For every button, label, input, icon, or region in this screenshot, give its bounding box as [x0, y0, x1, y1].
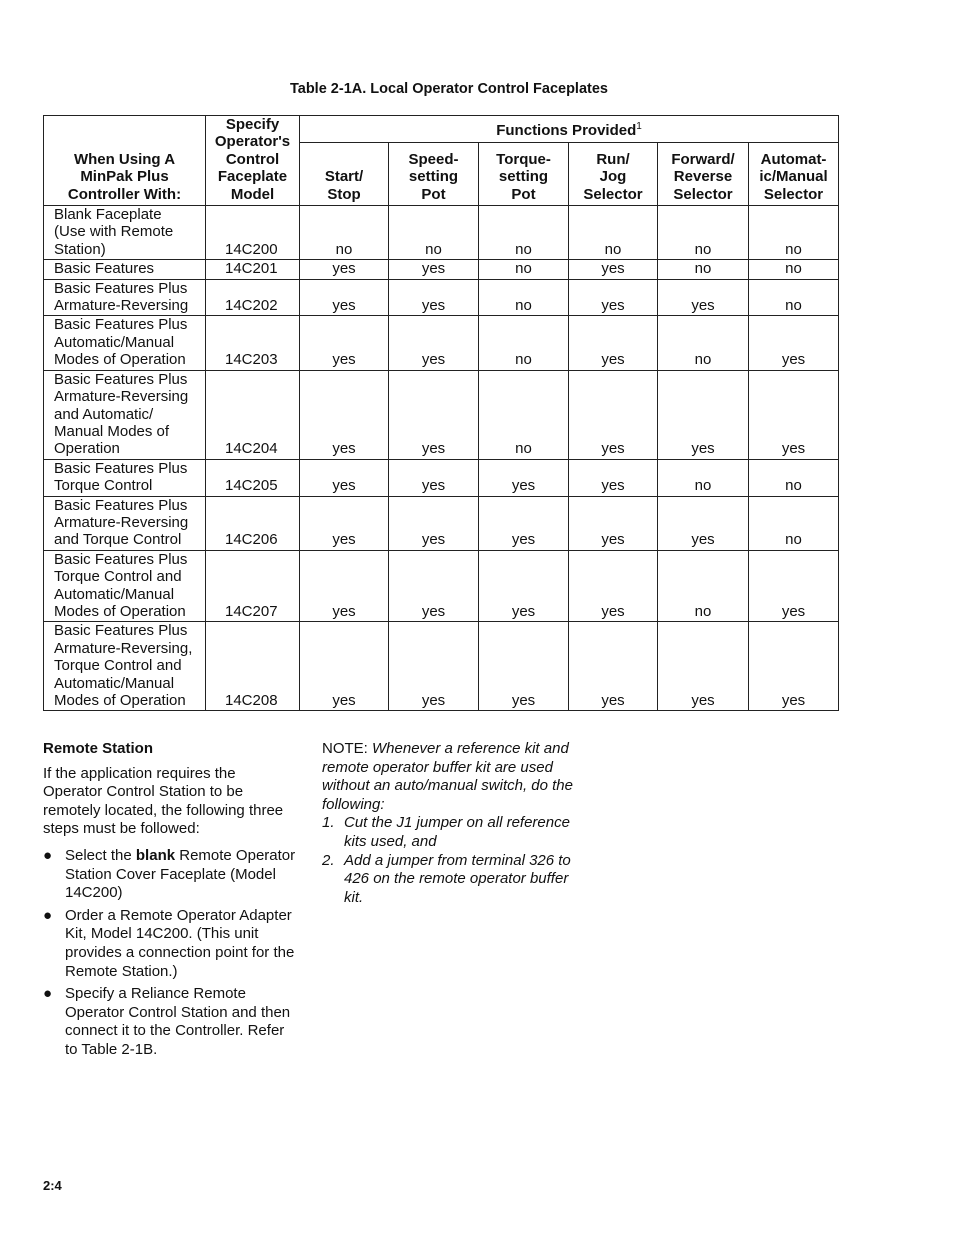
function-value: no [479, 279, 569, 316]
function-value: yes [300, 459, 389, 496]
faceplates-table [43, 115, 839, 711]
function-value: yes [658, 370, 749, 459]
table-row [44, 260, 839, 279]
function-value: yes [389, 459, 479, 496]
faceplate-model: 14C201 [206, 260, 300, 279]
function-value: yes [569, 550, 658, 622]
function-value: no [300, 206, 389, 260]
function-value: no [658, 550, 749, 622]
function-value: no [749, 279, 839, 316]
function-value: yes [569, 279, 658, 316]
function-value: yes [569, 260, 658, 279]
table-row [44, 622, 839, 711]
list-item: ● Select the blank Remote Operator Station Cover Faceplate (Model 14C200) [43, 846, 296, 902]
header-model: Specify Operator's Control Faceplate Model [206, 116, 300, 206]
function-value: yes [749, 370, 839, 459]
function-value: yes [389, 622, 479, 711]
bullet-icon: ● [43, 906, 53, 924]
table-row [44, 370, 839, 459]
faceplate-model: 14C200 [206, 206, 300, 260]
list-item: 1. Cut the J1 jumper on all reference kits used, and [322, 814, 570, 850]
function-value: yes [749, 622, 839, 711]
bullet-icon: ● [43, 846, 53, 864]
function-value: yes [300, 550, 389, 622]
function-value: yes [300, 496, 389, 550]
table-caption: Table 2-1A. Local Operator Control Faceplates [289, 81, 608, 97]
note-section [322, 740, 584, 907]
function-value: yes [389, 260, 479, 279]
remote-station-section [43, 740, 298, 1064]
function-value: no [389, 206, 479, 260]
function-value: yes [569, 622, 658, 711]
function-value: no [569, 206, 658, 260]
function-value: no [479, 316, 569, 370]
function-value: no [658, 206, 749, 260]
function-value: yes [300, 622, 389, 711]
footnote-marker: 1 [636, 121, 642, 133]
function-value: no [749, 496, 839, 550]
list-item: 2. Add a jumper from terminal 326 to 426 on the remote operator buffer kit. [322, 851, 571, 906]
function-header: Torque- setting Pot [479, 143, 569, 206]
function-value: yes [300, 279, 389, 316]
function-value: yes [569, 459, 658, 496]
function-value: yes [479, 550, 569, 622]
function-value: yes [389, 279, 479, 316]
controller-description: Basic Features Plus Armature-Reversing, Torque Control and Automatic/Manual Modes of Operation [44, 622, 206, 711]
header-controller: When Using A MinPak Plus Controller With: [44, 116, 206, 206]
function-value: no [658, 260, 749, 279]
faceplate-model: 14C207 [206, 550, 300, 622]
function-value: yes [658, 279, 749, 316]
controller-description: Blank Faceplate (Use with Remote Station) [44, 206, 206, 260]
function-value: yes [389, 370, 479, 459]
function-header: Speed- setting Pot [389, 143, 479, 206]
function-value: yes [300, 316, 389, 370]
controller-description: Basic Features Plus Armature-Reversing and Torque Control [44, 496, 206, 550]
function-value: yes [479, 496, 569, 550]
function-value: yes [658, 496, 749, 550]
faceplate-model: 14C204 [206, 370, 300, 459]
function-header: Forward/ Reverse Selector [658, 143, 749, 206]
function-value: yes [300, 370, 389, 459]
remote-station-intro: If the application requires the Operator Control Station to be remotely located, the following three steps must be followed: [43, 764, 284, 838]
header-functions-provided: Functions Provided$^1$ [300, 116, 839, 143]
faceplate-model: 14C205 [206, 459, 300, 496]
function-header: Start/ Stop [300, 143, 389, 206]
controller-description: Basic Features Plus Automatic/Manual Modes of Operation [44, 316, 206, 370]
function-value: no [749, 260, 839, 279]
function-value: yes [749, 550, 839, 622]
function-value: yes [479, 622, 569, 711]
function-value: no [749, 459, 839, 496]
bullet-icon: ● [43, 985, 53, 1003]
controller-description: Basic Features Plus Armature-Reversing and Automatic/ Manual Modes of Operation [44, 370, 206, 459]
faceplate-model: 14C206 [206, 496, 300, 550]
list-item: ● Specify a Reliance Remote Operator Control Station and then connect it to the Controller. Refer to Table 2-1B. [43, 985, 291, 1058]
controller-description: Basic Features Plus Torque Control and Automatic/Manual Modes of Operation [44, 550, 206, 622]
controller-description: Basic Features [44, 260, 206, 279]
function-value: yes [300, 260, 389, 279]
table-row [44, 279, 839, 316]
function-value: no [479, 260, 569, 279]
note-steps-list [322, 814, 584, 907]
function-value: yes [658, 622, 749, 711]
function-value: no [658, 459, 749, 496]
page-number: 2:4 [43, 1178, 62, 1193]
list-item: ● Order a Remote Operator Adapter Kit, Model 14C200. (This unit provides a connection point for the Remote Station.) [43, 906, 295, 980]
function-value: yes [569, 496, 658, 550]
controller-description: Basic Features Plus Armature-Reversing [44, 279, 206, 316]
function-value: no [658, 316, 749, 370]
controller-description: Basic Features Plus Torque Control [44, 459, 206, 496]
function-value: yes [569, 316, 658, 370]
function-value: yes [389, 496, 479, 550]
function-header: Automat- ic/Manual Selector [749, 143, 839, 206]
function-value: yes [749, 316, 839, 370]
note-text: NOTE: Whenever a reference kit and remote operator buffer kit are used without an auto/manual switch, do the following: [322, 740, 573, 813]
function-value: yes [479, 459, 569, 496]
function-value: yes [569, 370, 658, 459]
function-value: no [479, 370, 569, 459]
table-row [44, 550, 839, 622]
table-row [44, 496, 839, 550]
faceplate-model: 14C208 [206, 622, 300, 711]
faceplate-model: 14C202 [206, 279, 300, 316]
table-row [44, 206, 839, 260]
function-value: yes [389, 550, 479, 622]
function-value: no [479, 206, 569, 260]
remote-station-heading: Remote Station [43, 740, 154, 757]
note-label: NOTE: [322, 740, 373, 757]
remote-steps-list [43, 847, 298, 1060]
emphasis-blank: blank [135, 846, 176, 864]
faceplate-model: 14C203 [206, 316, 300, 370]
table-row [44, 459, 839, 496]
table-row [44, 316, 839, 370]
function-value: yes [389, 316, 479, 370]
function-value: no [749, 206, 839, 260]
function-header: Run/ Jog Selector [569, 143, 658, 206]
